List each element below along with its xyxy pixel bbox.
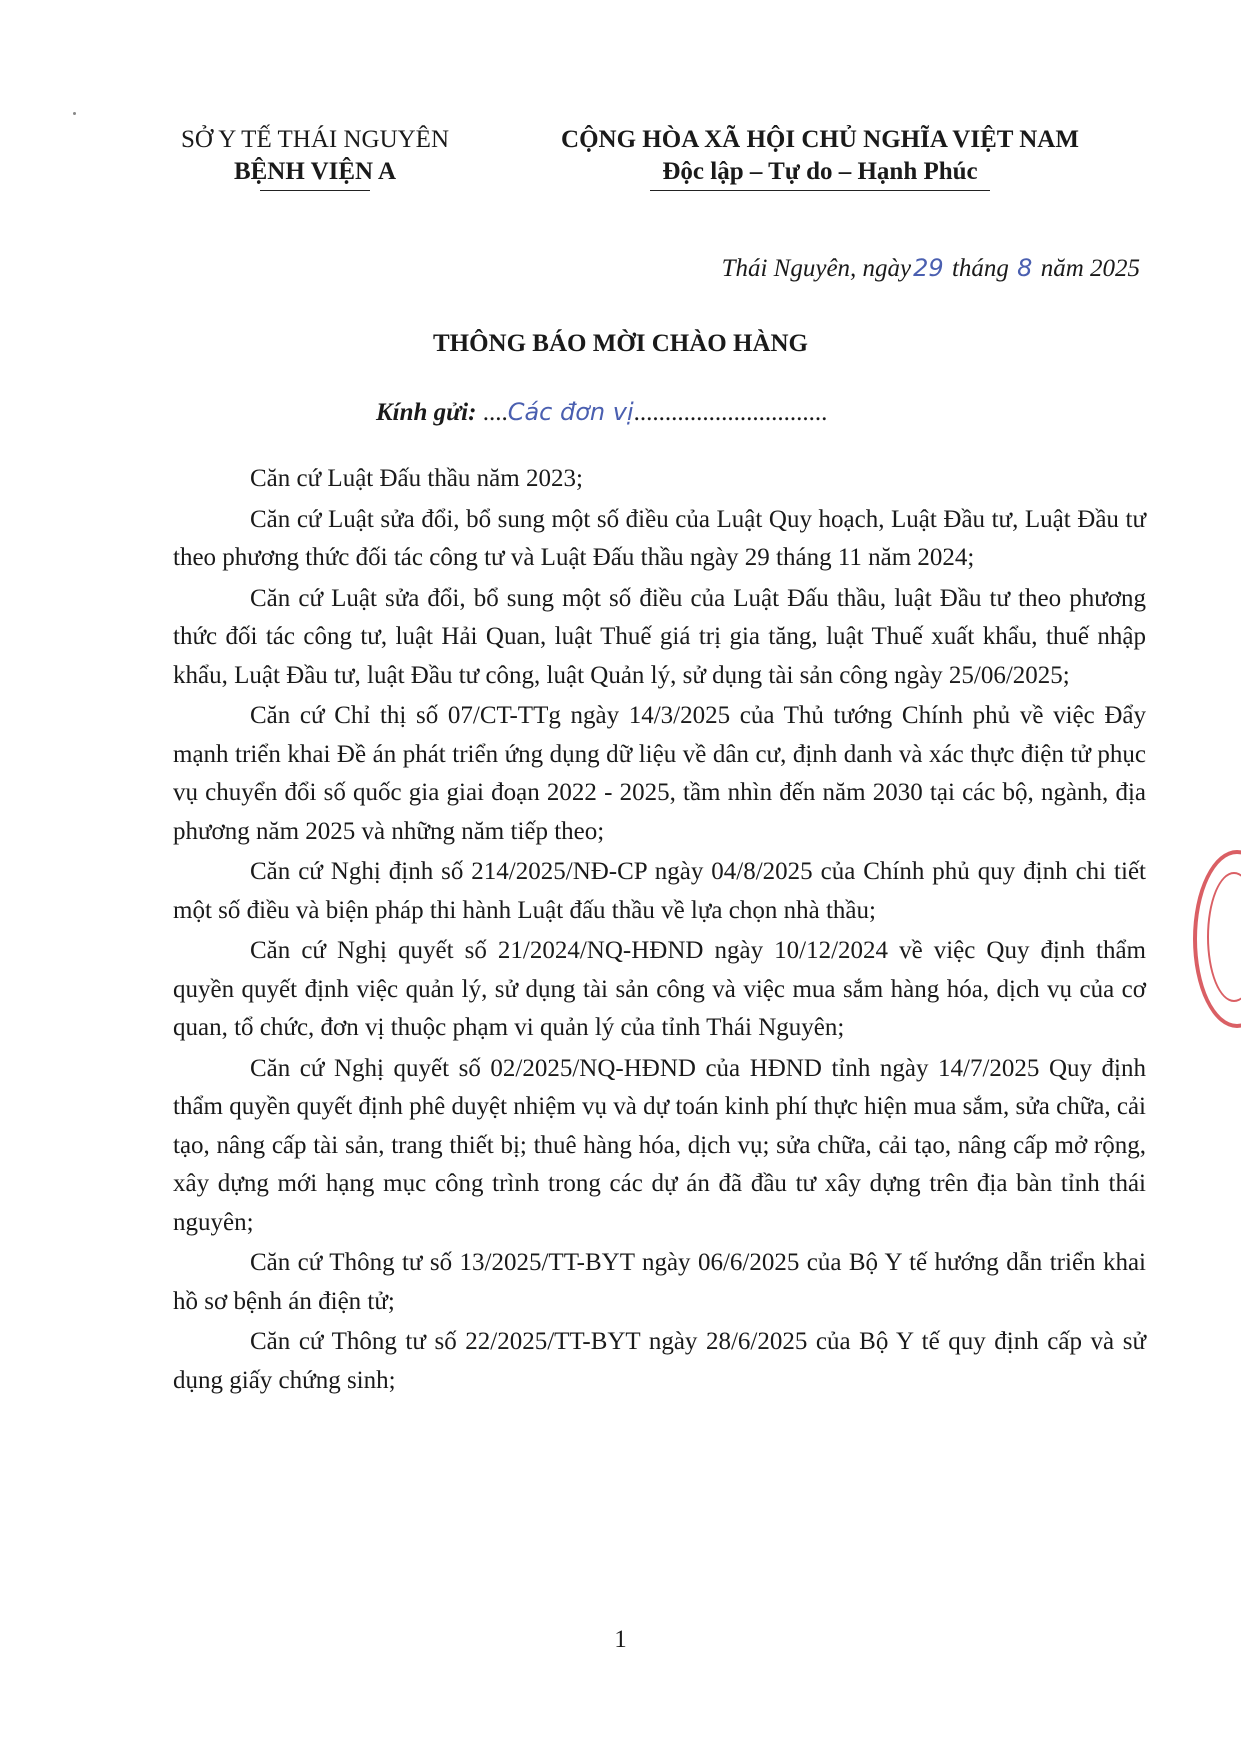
legal-basis-body bbox=[173, 460, 1146, 1402]
handwritten-recipient: Các đơn vị bbox=[507, 398, 634, 426]
organization-name: BỆNH VIỆN A bbox=[233, 158, 397, 185]
legal-basis-paragraph: Căn cứ Nghị quyết số 21/2024/NQ-HĐND ngày 10/12/2024 về việc Quy định thẩm quyền quyết định việc quản lý, sử dụng tài sản công và việc mua sắm hàng hóa, dịch vụ của cơ quan, tổ chức, đơn vị thuộc phạm vi quản lý của tỉnh Thái Nguyên; bbox=[173, 937, 1146, 1041]
red-seal-stamp bbox=[1193, 850, 1241, 1028]
seal-inner-ring bbox=[1207, 872, 1241, 1002]
date-prefix: Thái Nguyên, ngày bbox=[721, 255, 912, 282]
date-line bbox=[600, 254, 1140, 283]
greeting-dots-before: .... bbox=[476, 399, 508, 426]
legal-basis-paragraph: Căn cứ Thông tư số 13/2025/TT-BYT ngày 06/6/2025 của Bộ Y tế hướng dẫn triển khai hồ sơ bệnh án điện tử; bbox=[173, 1249, 1146, 1315]
year-label: năm 2025 bbox=[1040, 255, 1140, 282]
legal-basis-paragraph: Căn cứ Nghị quyết số 02/2025/NQ-HĐND của HĐND tỉnh ngày 14/7/2025 Quy định thẩm quyền quyết định phê duyệt nhiệm vụ và dự toán kinh phí thực hiện mua sắm, sửa chữa, cải tạo, nâng cấp tài sản, trang thiết bị; thuê hàng hóa, dịch vụ; sửa chữa, cải tạo, nâng cấp mở rộng, xây dựng mới hạng mục công trình trong các dự án đã đầu tư xây dựng trên địa bàn tỉnh thái nguyên; bbox=[173, 1054, 1146, 1236]
legal-basis-paragraph: Căn cứ Chỉ thị số 07/CT-TTg ngày 14/3/2025 của Thủ tướng Chính phủ về việc Đẩy mạnh triển khai Đề án phát triển ứng dụng dữ liệu về dân cư, định danh và xác thực điện tử phục vụ chuyển đổi số quốc gia giai đoạn 2022 - 2025, tầm nhìn đến năm 2030 tại các bộ, ngành, địa phương năm 2025 và những năm tiếp theo; bbox=[173, 702, 1146, 845]
handwritten-month: 8 bbox=[1017, 254, 1033, 282]
national-heading bbox=[520, 124, 1120, 191]
legal-basis-paragraph: Căn cứ Luật Đấu thầu năm 2023; bbox=[250, 465, 583, 492]
issuing-organization bbox=[150, 124, 480, 191]
legal-basis-paragraph: Căn cứ Thông tư số 22/2025/TT-BYT ngày 28/6/2025 của Bộ Y tế quy định cấp và sử dụng giấy chứng sinh; bbox=[173, 1328, 1146, 1394]
greeting-label: Kính gửi: bbox=[376, 399, 477, 426]
greeting-line bbox=[376, 398, 827, 427]
handwritten-day: 29 bbox=[913, 254, 944, 282]
legal-basis-paragraph: Căn cứ Luật sửa đổi, bổ sung một số điều của Luật Quy hoạch, Luật Đầu tư, Luật Đầu tư theo phương thức đối tác công tư và Luật Đấu thầu ngày 29 tháng 11 năm 2024; bbox=[173, 505, 1146, 571]
document-title: THÔNG BÁO MỜI CHÀO HÀNG bbox=[432, 330, 808, 357]
legal-basis-paragraph: Căn cứ Nghị định số 214/2025/NĐ-CP ngày 04/8/2025 của Chính phủ quy định chi tiết một số điều và biện pháp thi hành Luật đấu thầu về lựa chọn nhà thầu; bbox=[173, 858, 1146, 924]
country-name: CỘNG HÒA XÃ HỘI CHỦ NGHĨA VIỆT NAM bbox=[561, 126, 1079, 153]
legal-basis-paragraph: Căn cứ Luật sửa đổi, bổ sung một số điều của Luật Đấu thầu, luật Đầu tư theo phương thức đối tác công tư, luật Hải Quan, luật Thuế giá trị gia tăng, luật Thuế xuất khẩu, thuế nhập khẩu, Luật Đầu tư, luật Đầu tư công, luật Quản lý, sử dụng tài sản công ngày 25/06/2025; bbox=[173, 584, 1146, 689]
national-motto: Độc lập – Tự do – Hạnh Phúc bbox=[662, 158, 978, 185]
motto-underline bbox=[650, 190, 990, 191]
page-number: 1 bbox=[614, 1626, 627, 1653]
greeting-dots-after: ............................... bbox=[633, 399, 828, 426]
month-label: tháng bbox=[951, 255, 1009, 282]
organization-underline bbox=[260, 190, 370, 191]
scan-speck bbox=[73, 112, 76, 115]
parent-organization: SỞ Y TẾ THÁI NGUYÊN bbox=[180, 126, 450, 153]
